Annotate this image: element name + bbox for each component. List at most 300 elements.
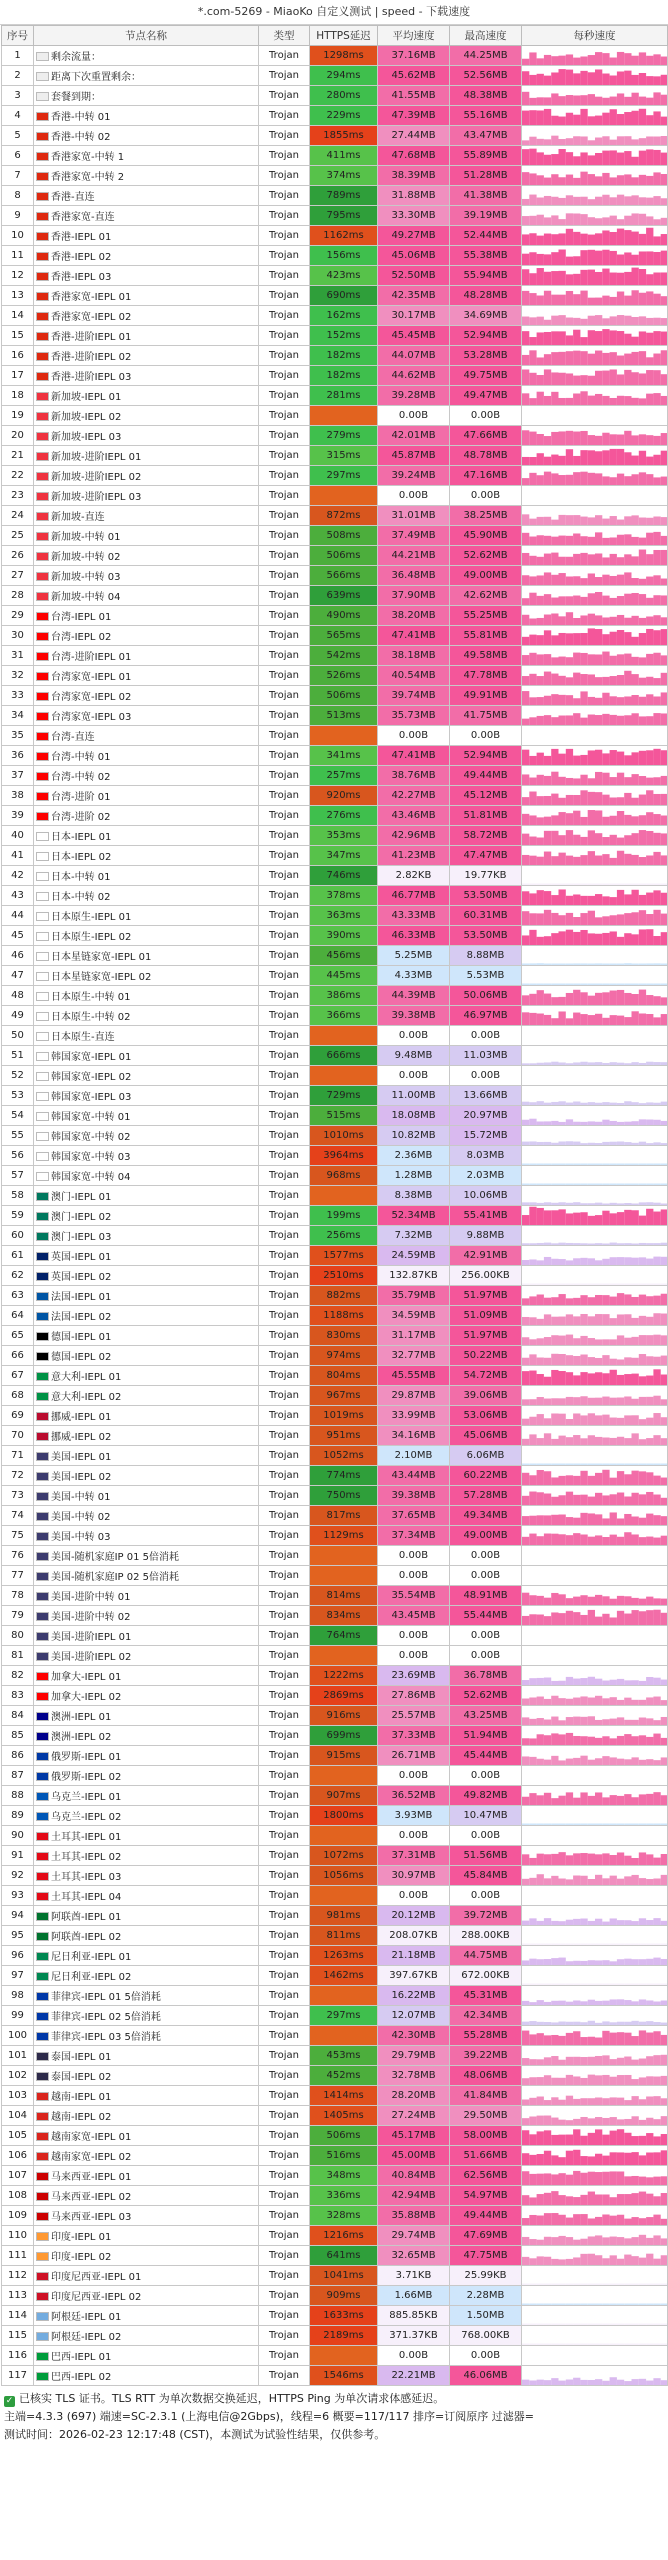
sparkline-bar [661, 1203, 668, 1205]
sparkline-bar [573, 1798, 580, 1805]
https-latency: 641ms [310, 2246, 378, 2266]
sparkline-bar [661, 296, 668, 305]
node-name: 美国-进阶中转 02 [51, 1612, 131, 1623]
sparkline-chart [522, 2126, 668, 2145]
node-type: Trojan [259, 1646, 310, 1666]
sparkline-bar [595, 532, 602, 545]
table-row[interactable] [2, 2046, 668, 2066]
table-row[interactable] [2, 2006, 668, 2026]
table-row[interactable] [2, 546, 668, 566]
sparkline-bar [544, 1918, 551, 1925]
table-row[interactable] [2, 906, 668, 926]
table-row[interactable] [2, 1406, 668, 1426]
table-row[interactable] [2, 726, 668, 746]
table-row[interactable] [2, 1226, 668, 1246]
avg-speed: 45.62MB [378, 66, 450, 86]
sparkline-bar [588, 2283, 595, 2285]
sparkline-bar [544, 1494, 551, 1505]
table-row[interactable] [2, 1426, 668, 1446]
table-row[interactable] [2, 486, 668, 506]
table-row[interactable] [2, 2326, 668, 2346]
table-row[interactable] [2, 626, 668, 646]
table-row[interactable] [2, 1306, 668, 1326]
sparkline-bar [529, 1063, 536, 1065]
sparkline-bar [529, 293, 536, 305]
table-row[interactable] [2, 2266, 668, 2286]
table-row[interactable] [2, 66, 668, 86]
table-row[interactable] [2, 2026, 668, 2046]
table-row[interactable] [2, 646, 668, 666]
table-row[interactable] [2, 846, 668, 866]
per-second-sparkline [522, 1666, 668, 1686]
sparkline-bar [559, 456, 566, 465]
table-row[interactable] [2, 1686, 668, 1706]
table-row[interactable] [2, 1246, 668, 1266]
sparkline-chart [522, 1286, 668, 1305]
table-row[interactable] [2, 766, 668, 786]
table-row[interactable] [2, 1606, 668, 1626]
avg-speed: 37.33MB [378, 1726, 450, 1746]
sparkline-bar [566, 963, 573, 965]
sparkline-chart [522, 1986, 668, 2005]
https-latency: 872ms [310, 506, 378, 526]
max-speed: 47.78MB [450, 666, 522, 686]
table-row[interactable] [2, 786, 668, 806]
table-row[interactable] [2, 706, 668, 726]
sparkline-bar [588, 1338, 595, 1345]
table-row[interactable] [2, 106, 668, 126]
sparkline-bar [602, 1211, 609, 1225]
node-type: Trojan [259, 486, 310, 506]
table-row[interactable] [2, 1966, 668, 1986]
avg-speed: 22.21MB [378, 2366, 450, 2386]
max-speed: 39.72MB [450, 1906, 522, 1926]
table-row[interactable] [2, 1646, 668, 1666]
table-row[interactable] [2, 1386, 668, 1406]
table-row[interactable] [2, 286, 668, 306]
sparkline-bar [544, 1463, 551, 1465]
https-latency: 814ms [310, 1586, 378, 1606]
sparkline-bar [595, 1215, 602, 1225]
sparkline-bar [595, 883, 602, 885]
avg-speed: 45.00MB [378, 2146, 450, 2166]
node-type: Trojan [259, 1326, 310, 1346]
node-name: 菲律宾-IEPL 01 5倍消耗 [51, 1992, 161, 2003]
table-row[interactable] [2, 1946, 668, 1966]
id-flag-icon [36, 2272, 49, 2281]
sparkline-bar [617, 1983, 624, 1985]
sparkline-bar [544, 2213, 551, 2225]
table-row[interactable] [2, 2106, 668, 2126]
col-per-second[interactable]: 每秒速度 [522, 26, 668, 46]
table-row[interactable] [2, 986, 668, 1006]
sparkline-bar [580, 2214, 587, 2225]
sparkline-bar [610, 632, 617, 645]
table-row[interactable] [2, 2286, 668, 2306]
table-row[interactable] [2, 366, 668, 386]
table-row[interactable] [2, 1726, 668, 1746]
sparkline-chart [522, 1306, 668, 1325]
table-row[interactable] [2, 866, 668, 886]
sparkline-bar [559, 2381, 566, 2385]
sparkline-bar [617, 990, 624, 1005]
sg-flag-icon [36, 432, 49, 441]
table-row[interactable] [2, 2066, 668, 2086]
table-row[interactable] [2, 1886, 668, 1906]
col-type[interactable]: 类型 [259, 26, 310, 46]
table-row[interactable] [2, 1506, 668, 1526]
table-row[interactable] [2, 526, 668, 546]
sparkline-bar [661, 1700, 668, 1705]
table-row[interactable] [2, 1806, 668, 1826]
sparkline-bar [559, 536, 566, 545]
sparkline-bar [588, 55, 595, 65]
row-index: 94 [2, 1906, 34, 1926]
sparkline-bar [559, 2323, 566, 2325]
table-row[interactable] [2, 1346, 668, 1366]
table-row[interactable] [2, 666, 668, 686]
avg-speed: 42.35MB [378, 286, 450, 306]
sparkline-bar [632, 435, 639, 445]
sparkline-bar [566, 274, 573, 285]
max-speed: 41.38MB [450, 186, 522, 206]
sparkline-bar [595, 1143, 602, 1145]
table-row[interactable] [2, 266, 668, 286]
sparkline-bar [573, 213, 580, 225]
sparkline-bar [588, 1823, 595, 1825]
vn-flag-icon [36, 2132, 49, 2141]
per-second-sparkline [522, 146, 668, 166]
sparkline-bar [661, 750, 668, 765]
sparkline-bar [544, 2022, 551, 2025]
table-row[interactable] [2, 1206, 668, 1226]
table-row[interactable] [2, 406, 668, 426]
table-row[interactable] [2, 886, 668, 906]
https-latency: 256ms [310, 1226, 378, 1246]
table-row[interactable] [2, 2366, 668, 2386]
sparkline-bar [624, 1314, 631, 1325]
https-latency: 336ms [310, 2186, 378, 2206]
sparkline-bar [639, 983, 646, 985]
sparkline-chart [522, 866, 668, 885]
sparkline-bar [632, 1011, 639, 1025]
sparkline-bar [559, 983, 566, 985]
col-max-speed[interactable]: 最高速度 [450, 26, 522, 46]
sparkline-bar [661, 136, 668, 145]
col-node-name[interactable]: 节点名称 [34, 26, 259, 46]
sparkline-bar [551, 2259, 558, 2265]
sparkline-bar [537, 2131, 544, 2145]
table-row[interactable] [2, 1626, 668, 1646]
sparkline-bar [559, 2078, 566, 2085]
node-type: Trojan [259, 1206, 310, 1226]
table-row[interactable] [2, 1826, 668, 1846]
table-row[interactable] [2, 506, 668, 526]
table-row[interactable] [2, 1666, 668, 1686]
sparkline-bar [661, 1183, 668, 1185]
table-row[interactable] [2, 326, 668, 346]
sparkline-bar [537, 2077, 544, 2085]
table-row[interactable] [2, 86, 668, 106]
table-row[interactable] [2, 1926, 668, 1946]
table-row[interactable] [2, 2086, 668, 2106]
sparkline-bar [661, 1680, 668, 1685]
sparkline-bar [580, 883, 587, 885]
table-row[interactable] [2, 186, 668, 206]
sparkline-bar [632, 537, 639, 545]
table-row[interactable] [2, 1106, 668, 1126]
sparkline-bar [639, 1681, 646, 1685]
table-row[interactable] [2, 1126, 668, 1146]
sparkline-bar [610, 1757, 617, 1765]
table-row[interactable] [2, 586, 668, 606]
row-index: 91 [2, 1846, 34, 1866]
max-speed: 10.06MB [450, 1186, 522, 1206]
table-row[interactable] [2, 426, 668, 446]
max-speed: 49.58MB [450, 646, 522, 666]
sparkline-bar [537, 2059, 544, 2065]
avg-speed: 23.69MB [378, 1666, 450, 1686]
row-index: 44 [2, 906, 34, 926]
sparkline-bar [639, 594, 646, 605]
sparkline-bar [537, 1943, 544, 1945]
sparkline-bar [544, 654, 551, 665]
sparkline-bar [610, 1738, 617, 1745]
sparkline-bar [610, 1015, 617, 1025]
table-row[interactable] [2, 1586, 668, 1606]
row-index: 61 [2, 1246, 34, 1266]
table-row[interactable] [2, 2206, 668, 2226]
table-row[interactable] [2, 1486, 668, 1506]
node-name: 新加坡-进阶IEPL 03 [51, 492, 142, 503]
sparkline-bar [588, 1513, 595, 1525]
node-type: Trojan [259, 1366, 310, 1386]
table-row[interactable] [2, 386, 668, 406]
sparkline-bar [580, 1372, 587, 1385]
table-row[interactable] [2, 1446, 668, 1466]
sparkline-bar [580, 2117, 587, 2125]
info-flag-icon [36, 92, 49, 101]
table-row[interactable] [2, 1266, 668, 1286]
sparkline-chart [522, 1226, 668, 1245]
table-row[interactable] [2, 226, 668, 246]
table-row[interactable] [2, 246, 668, 266]
sparkline-bar [610, 150, 617, 165]
sparkline-bar [588, 1537, 595, 1545]
avg-speed: 30.97MB [378, 1866, 450, 1886]
sparkline-chart [522, 2226, 668, 2245]
node-type: Trojan [259, 1386, 310, 1406]
max-speed: 57.28MB [450, 1486, 522, 1506]
table-row[interactable] [2, 1986, 668, 2006]
table-row[interactable] [2, 1166, 668, 1186]
table-row[interactable] [2, 1866, 668, 1886]
table-row[interactable] [2, 1466, 668, 1486]
table-row[interactable] [2, 966, 668, 986]
table-row[interactable] [2, 566, 668, 586]
tw-flag-icon [36, 612, 49, 621]
https-latency: 1462ms [310, 1966, 378, 1986]
sparkline-bar [580, 1014, 587, 1025]
sparkline-bar [610, 1697, 617, 1705]
sparkline-bar [544, 2303, 551, 2305]
https-latency: 1855ms [310, 126, 378, 146]
sparkline-bar [529, 1434, 536, 1445]
table-row[interactable] [2, 2146, 668, 2166]
table-row[interactable] [2, 1786, 668, 1806]
table-row[interactable] [2, 146, 668, 166]
col-avg-speed[interactable]: 平均速度 [378, 26, 450, 46]
sparkline-bar [610, 1512, 617, 1525]
sparkline-bar [537, 236, 544, 245]
table-row[interactable] [2, 1546, 668, 1566]
avg-speed: 208.07KB [378, 1926, 450, 1946]
sparkline-bar [602, 557, 609, 565]
table-row[interactable] [2, 1086, 668, 1106]
table-row[interactable] [2, 1286, 668, 1306]
avg-speed: 38.18MB [378, 646, 450, 666]
sparkline-chart [522, 1826, 668, 1845]
ua-flag-icon [36, 1812, 49, 1821]
sparkline-bar [573, 2022, 580, 2025]
sparkline-bar [573, 990, 580, 1005]
table-row[interactable] [2, 1146, 668, 1166]
row-index: 92 [2, 1866, 34, 1886]
sparkline-bar [639, 1959, 646, 1965]
sparkline-bar [610, 1103, 617, 1105]
sparkline-bar [551, 295, 558, 305]
node-name: 印度尼西亚-IEPL 01 [51, 2272, 142, 2283]
col-index[interactable]: 序号 [2, 26, 34, 46]
table-row[interactable] [2, 1906, 668, 1926]
table-row[interactable] [2, 1186, 668, 1206]
table-row[interactable] [2, 446, 668, 466]
sparkline-bar [537, 268, 544, 285]
sparkline-bar [573, 2323, 580, 2325]
ph-flag-icon [36, 2012, 49, 2021]
table-row[interactable] [2, 466, 668, 486]
table-row[interactable] [2, 1006, 668, 1026]
sparkline-bar [544, 472, 551, 485]
sparkline-bar [522, 691, 529, 705]
table-row[interactable] [2, 166, 668, 186]
table-row[interactable] [2, 926, 668, 946]
table-row[interactable] [2, 2306, 668, 2326]
col-https-latency[interactable]: HTTPS延迟 [310, 26, 378, 46]
table-row[interactable] [2, 1566, 668, 1586]
avg-speed: 0.00B [378, 1626, 450, 1646]
https-latency: 162ms [310, 306, 378, 326]
sparkline-chart [522, 2366, 668, 2385]
sparkline-bar [661, 2035, 668, 2045]
table-row[interactable] [2, 346, 668, 366]
sparkline-bar [624, 334, 631, 345]
row-index: 37 [2, 766, 34, 786]
sparkline-bar [639, 2077, 646, 2085]
sparkline-bar [617, 1398, 624, 1405]
sparkline-bar [632, 1318, 639, 1325]
sparkline-bar [610, 2117, 617, 2125]
sparkline-bar [602, 1243, 609, 1245]
per-second-sparkline [522, 1746, 668, 1766]
table-row[interactable] [2, 1066, 668, 1086]
check-icon: ✓ [5, 2396, 14, 2406]
sparkline-bar [529, 2116, 536, 2125]
table-row[interactable] [2, 46, 668, 66]
table-row[interactable] [2, 306, 668, 326]
table-row[interactable] [2, 2346, 668, 2366]
sparkline-bar [580, 718, 587, 725]
table-row[interactable] [2, 206, 668, 226]
sparkline-bar [573, 232, 580, 245]
sparkline-bar [639, 1397, 646, 1405]
table-row[interactable] [2, 826, 668, 846]
table-row[interactable] [2, 746, 668, 766]
table-row[interactable] [2, 1046, 668, 1066]
table-row[interactable] [2, 2246, 668, 2266]
table-row[interactable] [2, 686, 668, 706]
table-row[interactable] [2, 1746, 668, 1766]
table-row[interactable] [2, 1326, 668, 1346]
node-name: 韩国家宽-IEPL 03 [51, 1092, 132, 1103]
table-row[interactable] [2, 2186, 668, 2206]
table-row[interactable] [2, 2166, 668, 2186]
sparkline-bar [559, 1354, 566, 1365]
sparkline-bar [610, 963, 617, 965]
sparkline-bar [595, 715, 602, 725]
https-latency [310, 1646, 378, 1666]
sparkline-bar [544, 963, 551, 965]
sparkline-bar [580, 837, 587, 845]
sparkline-bar [602, 634, 609, 645]
table-row[interactable] [2, 1846, 668, 1866]
sparkline-chart [522, 2246, 668, 2265]
https-latency [310, 1766, 378, 1786]
https-latency [310, 1826, 378, 1846]
table-row[interactable] [2, 1706, 668, 1726]
node-type: Trojan [259, 1986, 310, 2006]
avg-speed: 36.52MB [378, 1786, 450, 1806]
mo-flag-icon [36, 1212, 49, 1221]
https-latency: 1041ms [310, 2266, 378, 2286]
sparkline-bar [617, 1016, 624, 1025]
sparkline-bar [588, 473, 595, 485]
table-row[interactable] [2, 126, 668, 146]
table-row[interactable] [2, 1526, 668, 1546]
sparkline-bar [610, 1876, 617, 1885]
sparkline-bar [602, 1437, 609, 1445]
table-row[interactable] [2, 1366, 668, 1386]
table-row[interactable] [2, 2126, 668, 2146]
table-row[interactable] [2, 1766, 668, 1786]
table-row[interactable] [2, 806, 668, 826]
sparkline-bar [559, 1698, 566, 1705]
table-row[interactable] [2, 2226, 668, 2246]
table-row[interactable] [2, 606, 668, 626]
sparkline-bar [522, 2031, 529, 2045]
row-index: 7 [2, 166, 34, 186]
sparkline-bar [566, 70, 573, 85]
sparkline-bar [653, 252, 660, 265]
https-latency: 2510ms [310, 1266, 378, 1286]
sparkline-bar [653, 393, 660, 405]
sparkline-bar [632, 195, 639, 205]
table-row[interactable] [2, 946, 668, 966]
node-type: Trojan [259, 346, 310, 366]
table-row[interactable] [2, 1026, 668, 1046]
sparkline-bar [595, 1983, 602, 1985]
avg-speed: 44.39MB [378, 986, 450, 1006]
